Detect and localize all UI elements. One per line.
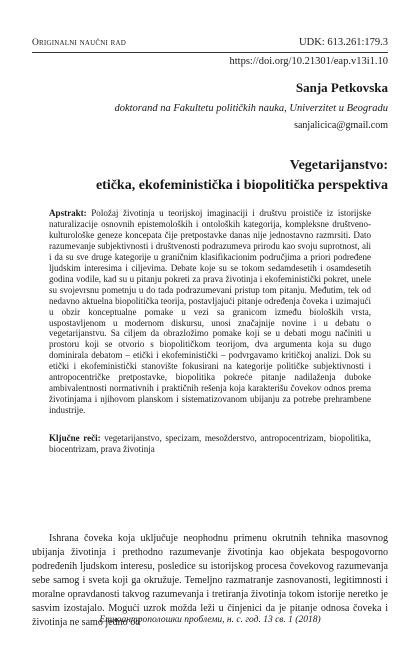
author-affiliation: doktorand na Fakultetu političkih nauka, Univerzitet u Beogradu <box>114 103 388 114</box>
running-header <box>32 37 388 48</box>
keywords-text: vegetarijanstvo, specizam, mesožderstvo, antropocentrizam, biopolitika, biocentrizam, prava životinja <box>49 433 371 454</box>
author-email[interactable]: sanjalicica@gmail.com <box>294 120 388 131</box>
article-title-line-2: etička, ekofeministička i biopolitička perspektiva <box>95 178 388 193</box>
abstract-text: Položaj životinja u teorijskoj imaginaciji i društvu proističe iz istorijske naturalizacije osnovnih epistemoloških i ontoloških kategorija, kompleksne društveno-kulturološke geneze koncepata čije pretpostavke danas nije jednostavno razmrsiti. Dato razumevanje subjektivnosti i društvenosti podrazumeva prirodu kao svoju suprotnost, ali i da su sve druge kategorije u graničnim klasifikacionim područjima a priori podređene ljudskim interesima i ciljevima. Debate koje su se tokom sedamdesetih i osamdesetih godina vodile, kad su u pitanju pokreti za prava životinja i ekofeministički pokret, unele su svojevrsnu pometnju u do tada podrazumevani pristup tom pitanju. Međutim, tek od nedavno aktuelna biopolitička teorija, postavljajući pitanje određenja čoveka i uzimajući u obzir konceptualne pomake u vezi sa granicom između bioloških vrsta, uspostavljenom u modernom diskursu, unosi značajnije novine i u debatu o vegetarijanstvu. Sa ciljem da obrazložimo pomake koji se u debati mogu načiniti u prostoru koji se otvorio s biopolitičkom teorijom, dva argumenta koja su dugo dominirala debatom – etički i ekofeministički – podvrgavamo kritičkoj analizi. Dok su etički i ekofeministički stanovište fokusirani na kategorije političke subjektivnosti i antropocentričke pretpostavke, biopolitika pokreće pitanje nadilaženja duboke ambivalentnosti normativnih i praktičnih rešenja koja karakterišu čovekov odnos prema životinjama i njihovom planskom i sistematizovanom ubijanju za potrebe prehrambene industrije. <box>49 208 371 416</box>
body-paragraph: Ishrana čoveka koja uključuje neophodnu primenu okrutnih tehnika masovnog ubijanja životinja i prethodno razumevanje životinja kao objekata bespogovorno podređenih ljudskom interesu, posledice su istorijskog procesa čovekovog razumevanja sebe samog i sveta koji ga okružuje. Temeljno razmatranje zasnovanosti, legitimnosti i moralne opravdanosti takvog razumevanja i tretiranja životinja tokom istorije neretko je sasvim izostajalo. Mogući uzrok možda leži u činjenici da je pitanje odnosa čoveka i životinja ne samo jedno od <box>32 533 388 629</box>
keywords <box>49 433 371 455</box>
abstract-label: Apstrakt: <box>49 208 92 218</box>
header-rule <box>32 52 388 53</box>
article-title-line-1: Vegetarijanstvo: <box>289 158 388 173</box>
udk-code: UDK: 613.261:179.3 <box>299 37 388 48</box>
article-category: Originalni naučni rad <box>32 38 126 48</box>
keywords-label: Ključne reči: <box>49 433 105 443</box>
journal-footer: Етноантрополошки проблеми, н. с. год. 13 св. 1 (2018) <box>99 615 321 625</box>
abstract <box>49 208 371 416</box>
doi-link[interactable]: https://doi.org/10.21301/eap.v13i1.10 <box>229 56 388 67</box>
author-name: Sanja Petkovska <box>295 80 388 95</box>
